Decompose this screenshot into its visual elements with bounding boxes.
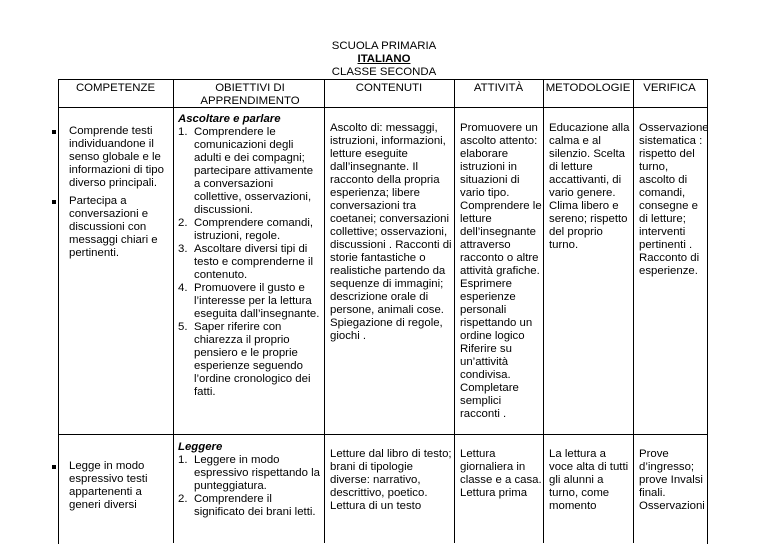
column-divider (454, 79, 455, 543)
competenze-cell (45, 460, 167, 517)
subject-title: ITALIANO (357, 53, 411, 65)
metodologie-cell: Educazione alla calma e al silenzio. Scelta di letture accattivanti, di vario genere. Clima libero e sereno; rispetto del proprio turno. (549, 122, 630, 251)
verifica-cell: Osservazione sistematica : rispetto del turno, ascolto di comandi, consegne e di letture; interventi pertinenti . Racconto di esperienze. (639, 122, 709, 277)
attivita-cell: Lettura giornaliera in classe e a casa. Lettura prima (460, 448, 542, 499)
column-header-contenuti: CONTENUTI (355, 82, 423, 94)
column-header-metodologie: METODOLOGIE (545, 82, 631, 94)
class-title: CLASSE SECONDA (331, 66, 437, 78)
section-heading: Ascoltare e parlare (178, 113, 281, 125)
contenuti-cell: Letture dal libro di testo; brani di tipologie diverse: narrativo, descrittivo, poetico. Lettura di un testo (330, 448, 452, 512)
list-item: Legge in modo espressivo testi appartenenti a generi diversi (69, 460, 167, 512)
header-row-divider (58, 107, 707, 108)
attivita-cell: Promuovere un ascolto attento: elaborare istruzioni in situazioni di vario tipo. Comprendere le letture dell’insegnante attraverso racconto o altre attività grafiche. Esprimere esperienze personali rispettando un ordine logico Riferire su un’attività condivisa. Completare semplici racconti . (460, 122, 542, 420)
list-item: 1. Comprendere le comunicazioni degli adulti e dei compagni; partecipare attivamente a conversazioni collettive, osservazioni, discussioni. (178, 126, 314, 216)
school-title: SCUOLA PRIMARIA (331, 40, 437, 52)
section-heading: Leggere (178, 441, 223, 453)
list-item: 4. Promuovere il gusto e l’interesse per la lettura eseguita dall’insegnante. (178, 282, 320, 320)
list-item: 3. Ascoltare diversi tipi di testo e comprenderne il contenuto. (178, 243, 314, 281)
verifica-cell: Prove d’ingresso; prove Invalsi finali. Osservazioni (639, 448, 705, 512)
column-header-obiettivi: OBIETTIVI DI APPRENDIMENTO (200, 82, 300, 107)
metodologie-cell: La lettura a voce alta di tutti gli alunni a turno, come momento (549, 448, 629, 512)
list-item: 1. Leggere in modo espressivo rispettando la punteggiatura. (178, 454, 320, 492)
list-item: 2. Comprendere il significato dei brani letti. (178, 493, 316, 518)
column-divider (173, 79, 174, 543)
column-divider (633, 79, 634, 543)
row-divider (58, 434, 707, 435)
column-divider (324, 79, 325, 543)
competenze-cell (45, 125, 167, 265)
list-item: Partecipa a conversazioni e discussioni con messaggi chiari e pertinenti. (69, 195, 167, 260)
column-header-attivita: ATTIVITÀ (473, 82, 524, 94)
list-item: 5. Saper riferire con chiarezza il proprio pensiero e le proprie esperienze seguendo l’ordine cronologico dei fatti. (178, 321, 311, 398)
obiettivi-cell (178, 441, 322, 519)
list-item: Comprende testi individuandone il senso globale e le informazioni di tipo diverso principali. (69, 125, 167, 190)
column-header-competenze: COMPETENZE (75, 82, 156, 94)
column-divider (543, 79, 544, 543)
contenuti-cell: Ascolto di: messaggi, istruzioni, informazioni, letture eseguite dall’insegnante. Il racconto della propria esperienza; libere conversazioni tra coetanei; conversazioni collettive; osservazioni, discussioni . Racconti di storie fantastiche o realistiche partendo da sequenze di immagini; descrizione orale di persone, animali cose. Spiegazione di regole, giochi . (330, 122, 452, 342)
column-header-verifica: VERIFICA (643, 82, 696, 94)
obiettivi-cell (178, 113, 322, 399)
list-item: 2. Comprendere comandi, istruzioni, regole. (178, 217, 314, 242)
